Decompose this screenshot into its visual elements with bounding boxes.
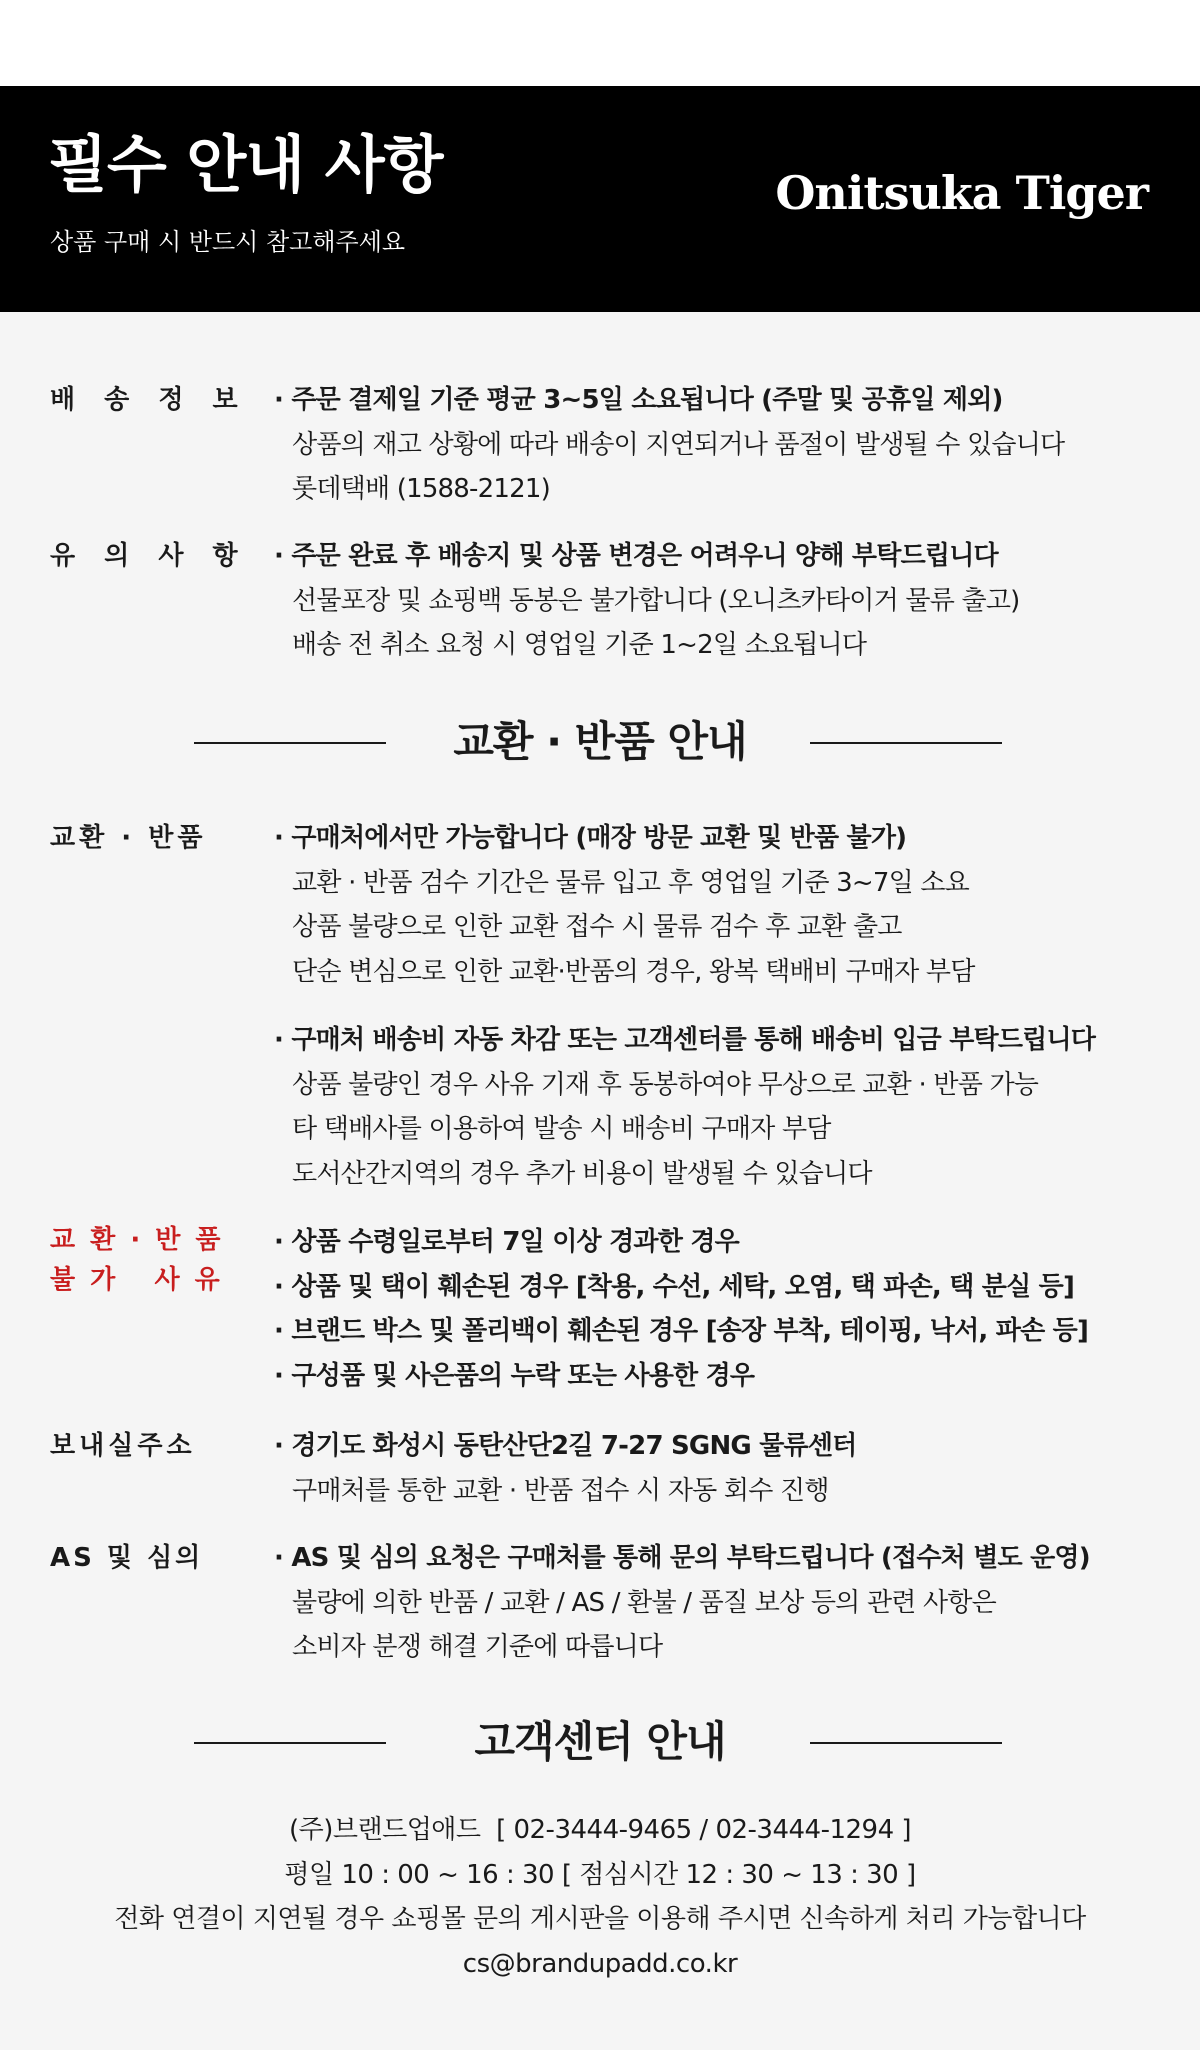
exchange-line-5: · 구매처 배송비 자동 차감 또는 고객센터를 통해 배송비 입금 부탁드립니다 xyxy=(274,1018,1174,1063)
exchange-section-heading xyxy=(0,712,1200,772)
address-line-1: · 경기도 화성시 동탄산단2길 7-27 SGNG 물류센터 xyxy=(274,1424,1174,1469)
cs-section-heading xyxy=(0,1712,1200,1772)
brand-logo: Onitsuka Tiger xyxy=(775,166,1148,220)
top-margin xyxy=(0,0,1200,86)
as-line-1: · AS 및 심의 요청은 구매처를 통해 문의 부탁드립니다 (접수처 별도 운영) xyxy=(274,1536,1174,1581)
exchange-line-1: · 구매처에서만 가능합니다 (매장 방문 교환 및 반품 불가) xyxy=(274,816,1174,861)
refusal-label-line-2: 불 가 사 유 xyxy=(50,1265,223,1295)
exchange-section-title: 교환 · 반품 안내 xyxy=(453,717,747,766)
exchange-line-2: 교환 · 반품 검수 기간은 물류 입고 후 영업일 기준 3~7일 소요 xyxy=(292,867,969,898)
shipping-line-3: 롯데택배 (1588-2121) xyxy=(292,474,550,504)
refusal-line-4: · 구성품 및 사은품의 누락 또는 사용한 경우 xyxy=(274,1354,1174,1399)
header-banner xyxy=(0,86,1200,312)
as-content xyxy=(274,1536,1174,1670)
notice-line-2: 선물포장 및 쇼핑백 동봉은 불가합니다 (오니츠카타이거 물류 출고) xyxy=(292,585,1020,616)
address-line-2: 구매처를 통한 교환 · 반품 접수 시 자동 회수 진행 xyxy=(292,1475,829,1506)
shipping-info-label: 배 송 정 보 xyxy=(50,385,248,415)
cs-email[interactable]: cs@brandupadd.co.kr xyxy=(462,1948,738,1979)
shipping-line-2: 상품의 재고 상황에 따라 배송이 지연되거나 품절이 발생될 수 있습니다 xyxy=(292,429,1065,460)
exchange-label: 교환 · 반품 xyxy=(50,823,207,853)
address-content xyxy=(274,1424,1174,1513)
cs-section-title: 고객센터 안내 xyxy=(474,1717,726,1766)
as-line-3: 소비자 분쟁 해결 기준에 따릅니다 xyxy=(292,1632,663,1662)
refusal-label-line-1: 교 환 · 반 품 xyxy=(50,1225,224,1255)
exchange-line-8: 도서산간지역의 경우 추가 비용이 발생될 수 있습니다 xyxy=(292,1158,872,1189)
exchange-line-4: 단순 변심으로 인한 교환·반품의 경우, 왕복 택배비 구매자 부담 xyxy=(292,956,975,987)
refusal-label xyxy=(50,1220,224,1300)
as-label: AS 및 심의 xyxy=(50,1543,204,1573)
exchange-line-7: 타 택배사를 이용하여 발송 시 배송비 구매자 부담 xyxy=(292,1114,831,1144)
refusal-line-2: · 상품 및 택이 훼손된 경우 [착용, 수선, 세탁, 오염, 택 파손, 택 분실 등] xyxy=(274,1265,1174,1310)
customer-center-info xyxy=(0,1808,1200,1986)
divider-right xyxy=(810,742,1002,744)
notice-line-1: · 주문 완료 후 배송지 및 상품 변경은 어려우니 양해 부탁드립니다 xyxy=(274,534,1174,579)
notice-content xyxy=(274,534,1174,668)
page-subtitle: 상품 구매 시 반드시 참고해주세요 xyxy=(50,228,406,256)
notice-label: 유 의 사 항 xyxy=(50,541,248,571)
as-line-2: 불량에 의한 반품 / 교환 / AS / 환불 / 품질 보상 등의 관련 사항은 xyxy=(292,1587,996,1618)
exchange-line-3: 상품 불량으로 인한 교환 접수 시 물류 검수 후 교환 출고 xyxy=(292,912,902,942)
shipping-line-1: · 주문 결제일 기준 평균 3~5일 소요됩니다 (주말 및 공휴일 제외) xyxy=(274,378,1174,423)
cs-notice-line: 전화 연결이 지연될 경우 쇼핑몰 문의 게시판을 이용해 주시면 신속하게 처리 가능합니다 xyxy=(114,1904,1086,1934)
refusal-line-1: · 상품 수령일로부터 7일 이상 경과한 경우 xyxy=(274,1220,1174,1265)
address-label: 보내실주소 xyxy=(50,1431,196,1461)
page-title: 필수 안내 사항 xyxy=(48,128,443,201)
exchange-content xyxy=(274,816,1174,1196)
shipping-info-content xyxy=(274,378,1174,512)
divider-right xyxy=(810,1742,1002,1744)
cs-phone-line: (주)브랜드업애드 [ 02-3444-9465 / 02-3444-1294 ] xyxy=(288,1815,912,1845)
exchange-line-6: 상품 불량인 경우 사유 기재 후 동봉하여야 무상으로 교환 · 반품 가능 xyxy=(292,1069,1039,1100)
cs-hours-line: 평일 10 : 00 ~ 16 : 30 [ 점심시간 12 : 30 ~ 13 : 30 ] xyxy=(284,1859,916,1890)
refusal-line-3: · 브랜드 박스 및 폴리백이 훼손된 경우 [송장 부착, 테이핑, 낙서, 파손 등] xyxy=(274,1309,1174,1354)
notice-line-3: 배송 전 취소 요청 시 영업일 기준 1~2일 소요됩니다 xyxy=(292,630,867,660)
refusal-content xyxy=(274,1220,1174,1398)
